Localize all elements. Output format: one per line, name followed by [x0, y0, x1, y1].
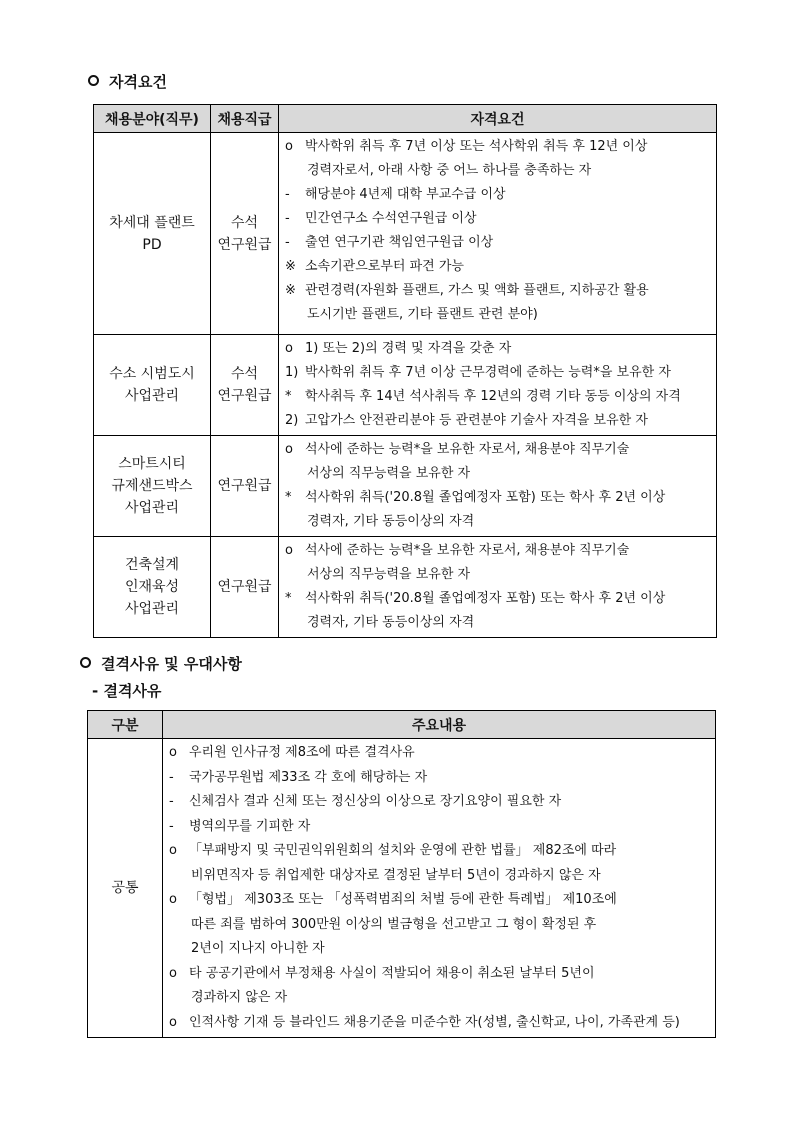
line-text: 석사학위 취득('20.8월 졸업예정자 포함) 또는 학사 후 2년 이상	[305, 490, 666, 505]
line-text: 소속기관으로부터 파견 가능	[305, 259, 464, 274]
requirements-cell	[279, 436, 717, 537]
line-marker: -	[285, 187, 290, 202]
line-text: 경력자, 기타 동등이상의 자격	[307, 615, 475, 630]
field-name-line: 수소 시범도시	[109, 366, 195, 382]
table-row	[94, 537, 717, 638]
text-line	[285, 409, 712, 433]
text-line	[169, 864, 711, 889]
section-heading-qualifications	[88, 72, 167, 92]
line-marker: ※	[285, 283, 296, 298]
text-line	[169, 839, 711, 864]
disqualification-table	[87, 710, 716, 1038]
line-marker: -	[285, 235, 290, 250]
requirements-cell	[279, 537, 717, 638]
text-line	[169, 888, 711, 913]
grade-cell	[211, 133, 279, 335]
line-text: 신체검사 결과 신체 또는 정신상의 이상으로 장기요양이 필요한 자	[189, 794, 562, 809]
field-name-line: 규제샌드박스	[111, 478, 193, 494]
line-text: 1) 또는 2)의 경력 및 자격을 갖춘 자	[305, 341, 512, 356]
line-marker: -	[169, 818, 174, 834]
grade-cell	[211, 335, 279, 436]
text-line	[285, 539, 712, 563]
text-line	[169, 937, 711, 962]
line-text: 우리원 인사규정 제8조에 따른 결격사유	[189, 745, 415, 760]
category-cell: 공통	[88, 739, 163, 1038]
qualifications-table	[93, 104, 717, 638]
text-line	[169, 986, 711, 1011]
content-cell	[163, 739, 716, 1038]
text-line	[285, 510, 712, 534]
line-marker: o	[285, 442, 293, 457]
line-marker: o	[285, 341, 293, 356]
text-line	[285, 337, 712, 361]
text-line	[285, 587, 712, 611]
grade-line: 수석	[230, 366, 259, 382]
text-line	[169, 962, 711, 987]
header-category: 구분	[88, 711, 163, 739]
line-marker: o	[169, 1014, 177, 1030]
section-heading-disqualification	[80, 654, 242, 674]
field-cell	[94, 436, 211, 537]
line-text: 따른 죄를 범하여 300만원 이상의 벌금형을 선고받고 그 형이 확정된 후	[191, 916, 597, 932]
text-line	[285, 303, 712, 327]
grade-line: 연구원급	[217, 236, 272, 253]
line-marker: *	[285, 389, 292, 404]
line-marker: *	[285, 490, 292, 505]
text-line	[285, 563, 712, 587]
line-text: 「형법」 제303조 또는 「성폭력범죄의 처벌 등에 관한 특례법」 제10조에	[189, 892, 617, 907]
line-text: 출연 연구기관 책임연구원급 이상	[305, 235, 494, 250]
line-text: 2년이 지나지 아니한 자	[191, 941, 325, 956]
requirements-cell	[279, 335, 717, 436]
text-line	[285, 207, 712, 231]
table-row	[94, 335, 717, 436]
line-text: 「부패방지 및 국민권익위원회의 설치와 운영에 관한 법률」 제82조에 따라	[189, 843, 617, 858]
grade-line: 연구원급	[217, 388, 272, 404]
line-text: 석사에 준하는 능력*을 보유한 자로서, 채용분야 직무기술	[305, 543, 630, 558]
text-line	[285, 361, 712, 385]
header-content: 주요내용	[163, 711, 716, 739]
line-marker: -	[285, 211, 290, 226]
line-text: 해당분야 4년제 대학 부교수급 이상	[305, 187, 506, 202]
line-text: 박사학위 취득 후 7년 이상 근무경력에 준하는 능력*을 보유한 자	[305, 365, 671, 380]
text-line	[169, 815, 711, 840]
line-text: 석사학위 취득('20.8월 졸업예정자 포함) 또는 학사 후 2년 이상	[305, 591, 666, 606]
line-marker: o	[169, 843, 177, 858]
grade-cell	[211, 436, 279, 537]
table-header-row	[88, 711, 716, 739]
line-text: 인적사항 기재 등 블라인드 채용기준을 미준수한 자	[189, 1014, 478, 1030]
line-text: 경과하지 않은 자	[191, 990, 288, 1005]
text-line	[285, 255, 712, 279]
line-text: 관련경력(자원화 플랜트, 가스 및 액화 플랜트, 지하공간 활용	[305, 283, 649, 298]
table-row	[88, 739, 716, 1038]
line-text: 경력자로서, 아래 사항 중 어느 하나를 충족하는 자	[307, 163, 592, 178]
text-line	[169, 913, 711, 938]
text-line	[169, 1011, 711, 1036]
table-row	[94, 436, 717, 537]
line-marker: 2)	[285, 413, 299, 428]
line-text: 비위면직자 등 취업제한 대상자로 결정된 날부터 5년이 경과하지 않은 자	[191, 867, 601, 883]
line-text: 타 공공기관에서 부정채용 사실이 적발되어 채용이 취소된 날부터 5년이	[189, 965, 595, 981]
line-marker: o	[169, 965, 177, 981]
line-text: 박사학위 취득 후 7년 이상 또는 석사학위 취득 후 12년 이상	[305, 139, 648, 154]
field-name-line: 건축설계	[124, 557, 180, 573]
text-line	[285, 611, 712, 635]
line-marker: -	[169, 769, 174, 785]
text-line	[285, 385, 712, 409]
text-line	[169, 790, 711, 815]
field-cell	[94, 133, 211, 335]
line-marker: o	[169, 745, 177, 760]
line-text: 학사취득 후 14년 석사취득 후 12년의 경력 기타 동등 이상의 자격	[305, 389, 681, 404]
line-text: 고압가스 안전관리분야 등 관련분야 기술사 자격을 보유한 자	[305, 413, 648, 428]
field-name-line: 스마트시티	[118, 456, 186, 472]
line-text: 병역의무를 기피한 자	[189, 818, 311, 834]
line-text: 석사에 준하는 능력*을 보유한 자로서, 채용분야 직무기술	[305, 442, 630, 457]
header-requirements: 자격요건	[279, 105, 717, 133]
requirements-cell	[279, 133, 717, 335]
field-name-line: 인재육성	[124, 579, 180, 595]
field-name-line: PD	[142, 236, 162, 253]
grade-cell	[211, 537, 279, 638]
field-cell	[94, 537, 211, 638]
header-grade: 채용직급	[211, 105, 279, 133]
field-cell	[94, 335, 211, 436]
subsection-heading: - 결격사유	[92, 682, 162, 700]
section-title: 자격요건	[109, 73, 167, 91]
text-line	[285, 135, 712, 159]
line-marker: o	[169, 892, 177, 907]
line-text: 경력자, 기타 동등이상의 자격	[307, 514, 475, 529]
line-text: 국가공무원법 제33조 각 호에 해당하는 자	[189, 769, 428, 785]
circle-bullet-icon	[80, 657, 91, 668]
field-name-line: 차세대 플랜트	[109, 214, 195, 231]
line-text: 민간연구소 수석연구원급 이상	[305, 211, 477, 226]
text-line	[285, 231, 712, 255]
field-name-line: 사업관리	[124, 500, 180, 516]
field-name-line: 사업관리	[124, 388, 180, 404]
line-text: 서상의 직무능력을 보유한 자	[307, 567, 471, 582]
text-line	[285, 279, 712, 303]
text-line	[285, 438, 712, 462]
line-marker: 1)	[285, 365, 299, 380]
line-marker: ※	[285, 259, 296, 274]
text-line	[285, 159, 712, 183]
grade-line: 연구원급	[217, 478, 272, 494]
line-marker: o	[285, 139, 293, 154]
line-marker: *	[285, 591, 292, 606]
text-line	[285, 486, 712, 510]
line-text: 서상의 직무능력을 보유한 자	[307, 466, 471, 481]
line-marker: o	[285, 543, 293, 558]
field-name-line: 사업관리	[124, 601, 180, 617]
text-line	[169, 741, 711, 766]
table-row	[94, 133, 717, 335]
text-line	[285, 462, 712, 486]
text-line	[285, 183, 712, 207]
table-header-row	[94, 105, 717, 133]
line-note: (성별, 출신학교, 나이, 가족관계 등)	[477, 1014, 680, 1030]
text-line	[169, 766, 711, 791]
line-marker: -	[169, 794, 174, 809]
grade-line: 수석	[230, 214, 259, 231]
section-title: 결격사유 및 우대사항	[101, 655, 242, 673]
circle-bullet-icon	[88, 75, 99, 86]
line-text: 도시기반 플랜트, 기타 플랜트 관련 분야)	[307, 307, 538, 322]
header-field: 채용분야(직무)	[94, 105, 211, 133]
grade-line: 연구원급	[217, 579, 272, 595]
